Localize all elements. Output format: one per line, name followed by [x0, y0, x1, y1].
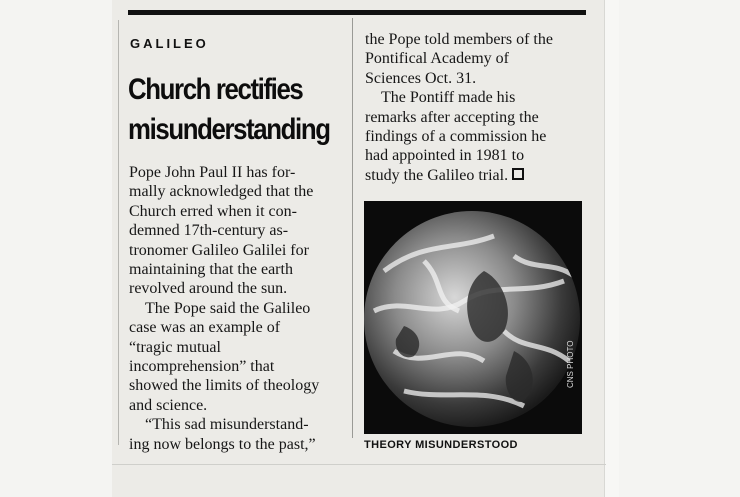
- end-line: [365, 166, 595, 185]
- bottom-frame-line: [112, 464, 606, 465]
- text-line: had appointed in 1981 to: [365, 147, 525, 165]
- text-line: Pope John Paul II has for-: [129, 164, 296, 181]
- text-line: The Pontiff made his: [381, 89, 516, 107]
- article-column-1: [129, 163, 349, 454]
- section-kicker: GALILEO: [130, 36, 209, 51]
- text-line: case was an example of: [129, 319, 281, 337]
- text-line: revolved around the sun.: [129, 280, 288, 298]
- earth-photo: [364, 201, 582, 434]
- text-line: and science.: [129, 396, 208, 414]
- text-line: demned 17th-century as-: [129, 222, 289, 240]
- earth-globe-icon: [364, 201, 582, 434]
- text-line: Sciences Oct. 31.: [365, 69, 477, 87]
- text-line: incomprehension” that: [129, 358, 275, 376]
- text-line: mally acknowledged that the: [129, 183, 314, 201]
- text-line: study the Galileo trial.: [365, 166, 509, 184]
- text-line: tronomer Galileo Galilei for: [129, 241, 309, 259]
- text-line: maintaining that the earth: [129, 261, 293, 279]
- left-frame-line: [118, 20, 119, 445]
- text-line: The Pope said the Galileo: [145, 299, 311, 317]
- text-line: showed the limits of theology: [129, 377, 320, 395]
- text-line: the Pope told members of the: [365, 31, 553, 48]
- clipping-edge: [604, 0, 619, 497]
- photo-caption: THEORY MISUNDERSTOOD: [364, 439, 518, 451]
- text-line: “This sad misunderstand-: [145, 416, 309, 434]
- article-column-2: [365, 30, 595, 185]
- end-mark-icon: [512, 168, 524, 180]
- headline: [128, 70, 330, 150]
- text-line: Church erred when it con-: [129, 202, 297, 220]
- top-rule: [128, 10, 586, 15]
- text-line: ing now belongs to the past,”: [129, 435, 316, 453]
- text-line: Pontifical Academy of: [365, 50, 509, 68]
- text-line: remarks after accepting the: [365, 108, 539, 126]
- column-divider: [352, 18, 353, 438]
- photo-credit: CNS PHOTO: [566, 340, 575, 388]
- text-line: “tragic mutual: [129, 338, 221, 356]
- headline-line-1: Church rectifies: [128, 73, 303, 106]
- headline-line-2: misunderstanding: [128, 113, 330, 146]
- text-line: findings of a commission he: [365, 128, 547, 146]
